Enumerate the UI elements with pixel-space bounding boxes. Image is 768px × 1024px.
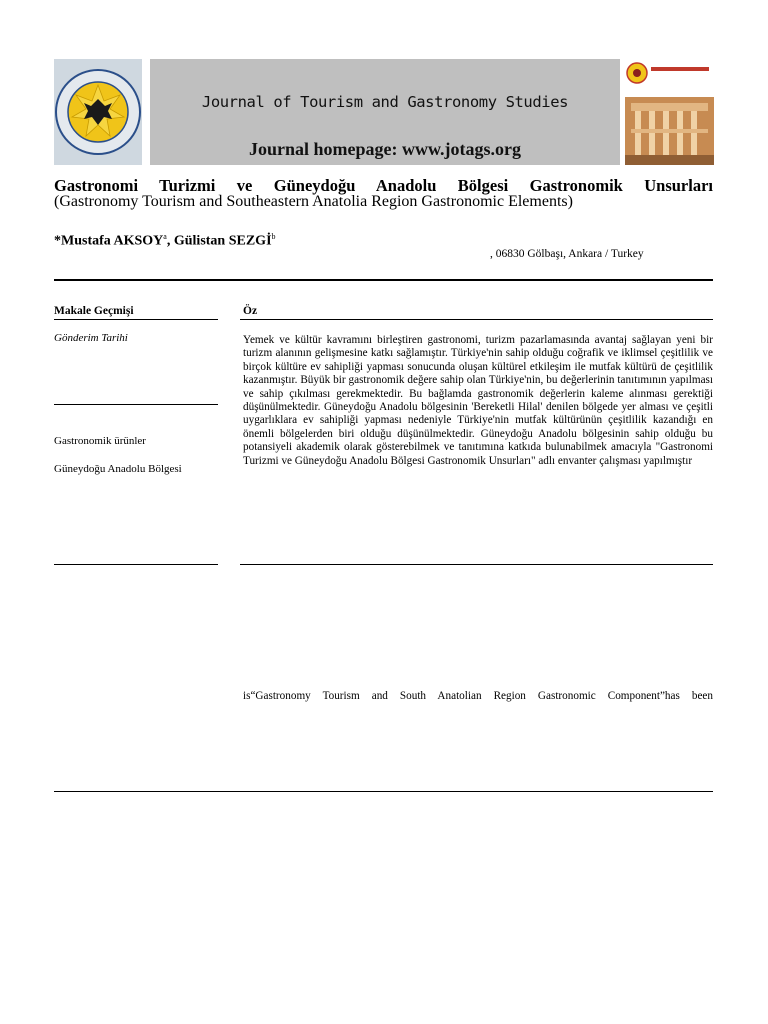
author-2-affiliation-mark: b xyxy=(271,232,276,241)
author-1: *Mustafa AKSOY xyxy=(54,233,164,249)
english-abstract-fragment: is“Gastronomy Tourism and South Anatolian Region Gastronomic Component”has been xyxy=(243,690,713,702)
history-heading-rule xyxy=(54,319,218,320)
footer-divider xyxy=(54,791,713,792)
author-2: Gülistan SEZGİ xyxy=(173,233,272,249)
abstract-heading-rule xyxy=(240,319,713,320)
header-divider xyxy=(54,279,713,281)
affiliation: , 06830 Gölbaşı, Ankara / Turkey xyxy=(490,248,644,260)
article-title-turkish: Gastronomi Turizmi ve Güneydoğu Anadolu Bölgesi Gastronomik Unsurları xyxy=(54,176,713,195)
author-line xyxy=(54,232,276,250)
submission-date-label: Gönderim Tarihi xyxy=(54,332,128,344)
journal-banner xyxy=(150,59,620,165)
keyword-1: Gastronomik ürünler xyxy=(54,435,146,447)
journal-title: Journal of Tourism and Gastronomy Studies xyxy=(201,93,569,111)
article-title-english: (Gastronomy Tourism and Southeastern Anatolia Region Gastronomic Elements) xyxy=(54,193,573,210)
abstract-rule xyxy=(240,564,713,565)
author-separator: , xyxy=(166,233,174,249)
article-history-heading: Makale Geçmişi xyxy=(54,305,134,317)
keywords-rule xyxy=(54,564,218,565)
library-ruins-icon xyxy=(625,59,714,165)
journal-seal-icon xyxy=(54,59,142,165)
journal-logo xyxy=(54,59,142,165)
journal-homepage-link[interactable]: Journal homepage: www.jotags.org xyxy=(249,139,521,159)
abstract-heading: Öz xyxy=(243,305,258,317)
history-section-rule xyxy=(54,404,218,405)
author-1-affiliation-mark: a xyxy=(163,232,167,241)
abstract-text: Yemek ve kültür kavramını birleştiren gastronomi, turizm pazarlamasında avantaj sağlayan yeni bir turizm alanının gelişmesine katkı sağlamıştır. Türkiye'nin sahip olduğu coğrafik ve iklimsel çeşitlilik ve birçok kültüre ev sahipliği yapması sonucunda oluşan kültürel etkileşim ile mutfak kültürü de çeşitlilik kazanmıştır. Büyük bir gastronomik değere sahip olan Türkiye'nin, bu değerlerinin tanıtımının yapılması ve sahip çıkılması gerekmektedir. Bu bağlamda gastronomik değerlerin kaleme alınması gerektiği düşünülmektedir. Güneydoğu Anadolu bölgesinin 'Bereketli Hilal' denilen bölgede yer alması ve çeşitli uygarlıklara ev sahipliği yapması nedeniyle Türkiye'nin mutfak kültürünün çeşitlilik kazandığı en önemli bölgelerden biri olduğu düşünülmektedir. Güneydoğu Anadolu bölgesinin sahip olduğu bu potansiyeli akademik olarak gösterebilmek ve tanıtımına katkıda bulunabilmek amacıyla "Gastronomi Turizmi ve Güneydoğu Anadolu Bölgesi Gastronomik Unsurları" adlı envanter çalışması yapılmıştır xyxy=(243,334,713,467)
keyword-2: Güneydoğu Anadolu Bölgesi xyxy=(54,463,182,475)
journal-cover-image xyxy=(625,59,714,165)
